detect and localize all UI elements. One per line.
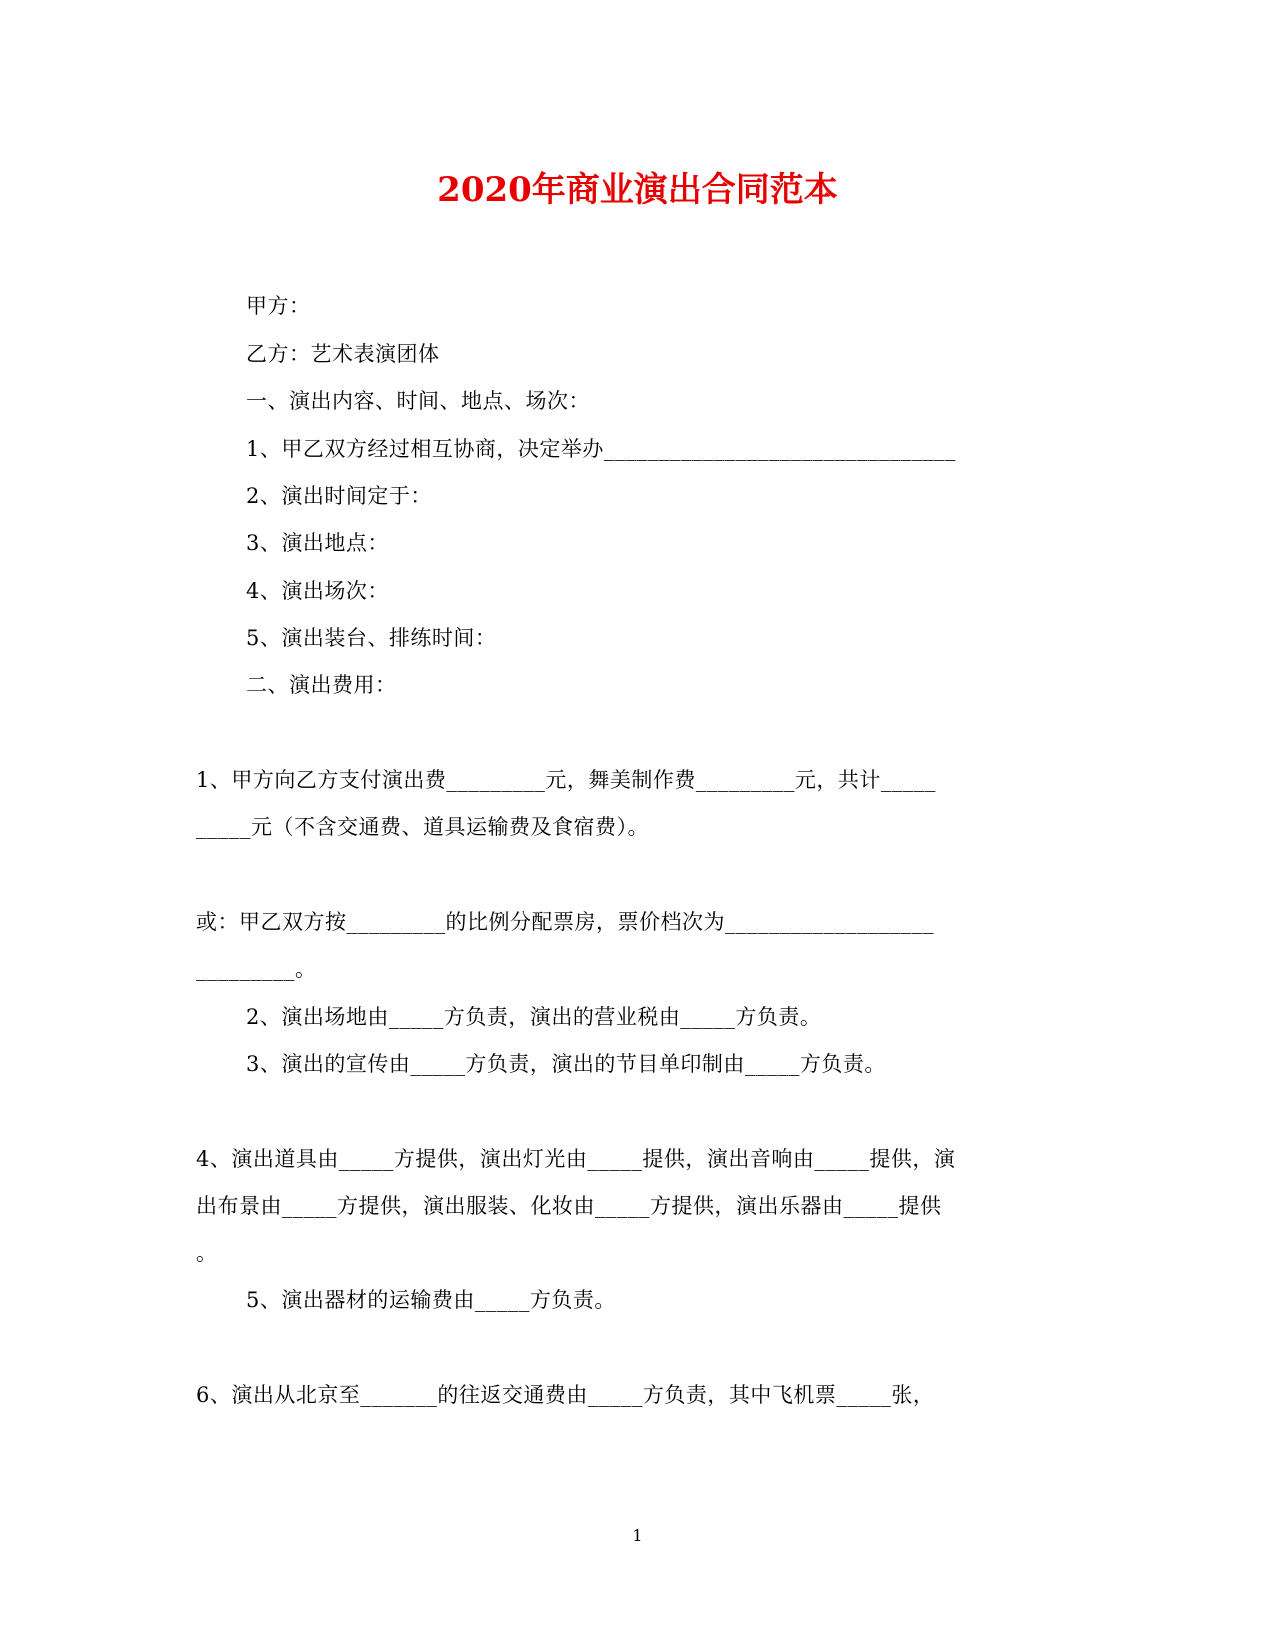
section-2-heading: 二、演出费用：	[246, 673, 397, 697]
clause-1-1: 1、甲乙双方经过相互协商，决定举办________________________________	[246, 437, 956, 461]
clause-1-3: 3、演出地点：	[246, 531, 389, 555]
party-b-line: 乙方：艺术表演团体	[246, 342, 440, 366]
clause-1-2: 2、演出时间定于：	[246, 484, 432, 508]
clause-1-5: 5、演出装台、排练时间：	[246, 626, 497, 650]
party-a-line: 甲方：	[246, 294, 311, 318]
clause-1-4: 4、演出场次：	[246, 579, 389, 603]
clause-2-2: 2、演出场地由_____方负责，演出的营业税由_____方负责。	[246, 1005, 822, 1029]
clause-2-4-line-3: 。	[196, 1241, 218, 1265]
section-1-heading: 一、演出内容、时间、地点、场次：	[246, 389, 590, 413]
clause-2-1-line-2: _____元（不含交通费、道具运输费及食宿费）。	[196, 815, 649, 839]
page-title: 2020年商业演出合同范本	[437, 170, 838, 210]
clause-2-6-line-1: 6、演出从北京至_______的往返交通费由_____方负责，其中飞机票_____张，	[196, 1383, 935, 1407]
clause-2-alt-line-2: _________。	[196, 957, 317, 981]
page-number: 1	[632, 1526, 643, 1545]
clause-2-4-line-2: 出布景由_____方提供，演出服装、化妆由_____方提供，演出乐器由_____提供	[196, 1194, 942, 1218]
clause-2-4-line-1: 4、演出道具由_____方提供，演出灯光由_____提供，演出音响由_____提供，演	[196, 1147, 956, 1171]
clause-2-3: 3、演出的宣传由_____方负责，演出的节目单印制由_____方负责。	[246, 1052, 886, 1076]
clause-2-alt-line-1: 或：甲乙双方按_________的比例分配票房，票价档次为___________________	[196, 910, 934, 934]
clause-2-5: 5、演出器材的运输费由_____方负责。	[246, 1288, 616, 1312]
clause-2-1-line-1: 1、甲方向乙方支付演出费_________元，舞美制作费_________元，共计_____	[196, 768, 936, 792]
